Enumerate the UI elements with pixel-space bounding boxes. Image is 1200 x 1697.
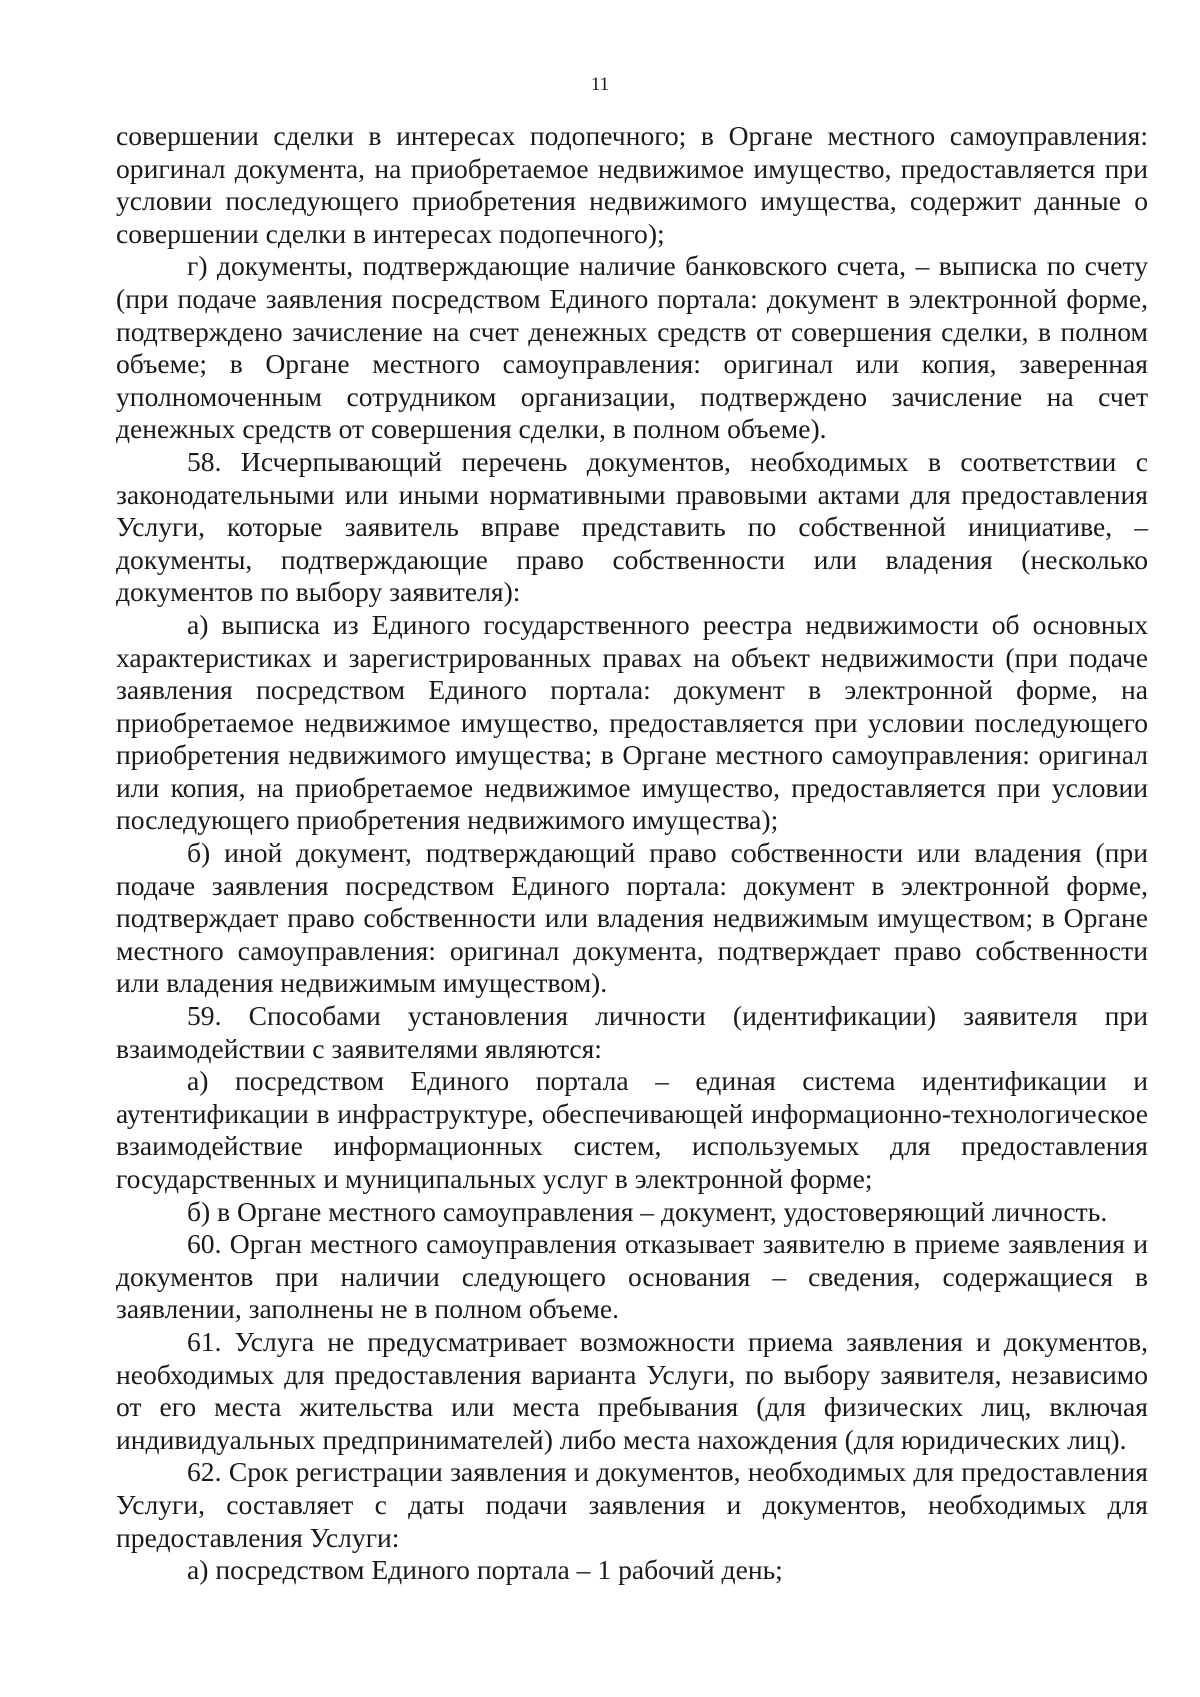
paragraph-59-item-b: б) в Органе местного самоуправления – документ, удостоверяющий личность. xyxy=(187,1195,1108,1227)
paragraph-60: 60. Орган местного самоуправления отказывает заявителю в приеме заявления и документов при наличии следующего основания – сведения, содержащиеся в заявлении, заполнены не в полном объеме. xyxy=(116,1228,1148,1325)
paragraph-58-item-a: а) выписка из Единого государственного реестра недвижимости об основных характеристиках и зарегистрированных правах на объект недвижимости (при подаче заявления посредством Единого портала: документ в электронной форме, на приобретаемое недвижимое имущество, предоставляется при условии последующего приобретения недвижимого имущества; в Органе местного самоуправления: оригинал или копия, на приобретаемое недвижимое имущество, предоставляется при условии последующего приобретения недвижимого имущества); xyxy=(116,608,1148,836)
paragraph-62: 62. Срок регистрации заявления и документов, необходимых для предоставления Услуги, составляет с даты подачи заявления и документов, необходимых для предоставления Услуги: xyxy=(116,1456,1148,1553)
paragraph-continuation: совершении сделки в интересах подопечного; в Органе местного самоуправления: оригинал документа, на приобретаемое недвижимое имущество, предоставляется при условии последующего приобретения недвижимого имущества, содержит данные о совершении сделки в интересах подопечного); xyxy=(116,120,1148,249)
paragraph-59: 59. Способами установления личности (идентификации) заявителя при взаимодействии с заявителями являются: xyxy=(116,1000,1148,1064)
paragraph-58-item-b: б) иной документ, подтверждающий право собственности или владения (при подаче заявления посредством Единого портала: документ в электронной форме, подтверждает право собственности или владения недвижимым имуществом; в Органе местного самоуправления: оригинал документа, подтверждает право собственности или владения недвижимым имуществом). xyxy=(116,837,1148,999)
document-body xyxy=(116,120,1148,1587)
paragraph-58: 58. Исчерпывающий перечень документов, необходимых в соответствии с законодательными или иными нормативными правовыми актами для предоставления Услуги, которые заявитель вправе представить по собственной инициативе, – документы, подтверждающие право собственности или владения (несколько документов по выбору заявителя): xyxy=(116,445,1148,608)
paragraph-item-g: г) документы, подтверждающие наличие банковского счета, – выписка по счету (при подаче заявления посредством Единого портала: документ в электронной форме, подтверждено зачисление на счет денежных средств от совершения сделки, в полном объеме; в Органе местного самоуправления: оригинал или копия, заверенная уполномоченным сотрудником организации, подтверждено зачисление на счет денежных средств от совершения сделки, в полном объеме). xyxy=(116,250,1148,445)
page-number: 11 xyxy=(590,74,610,95)
paragraph-62-item-a: а) посредством Единого портала – 1 рабочий день; xyxy=(187,1554,783,1586)
paragraph-59-item-a: а) посредством Единого портала – единая система идентификации и аутентификации в инфраструктуре, обеспечивающей информационно-технологическое взаимодействие информационных систем, используемых для предоставления государственных и муниципальных услуг в электронной форме; xyxy=(116,1065,1148,1194)
paragraph-61: 61. Услуга не предусматривает возможности приема заявления и документов, необходимых для предоставления варианта Услуги, по выбору заявителя, независимо от его места жительства или места пребывания (для физических лиц, включая индивидуальных предпринимателей) либо места нахождения (для юридических лиц). xyxy=(116,1325,1148,1455)
